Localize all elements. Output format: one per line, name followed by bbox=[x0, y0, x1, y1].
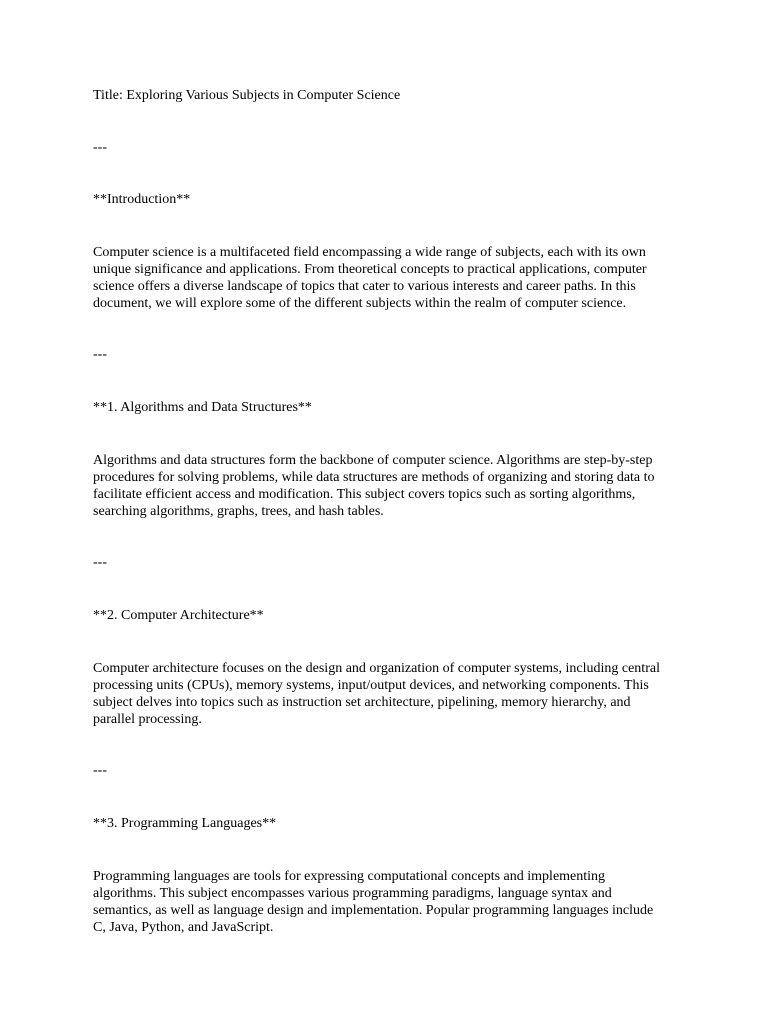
section-heading-programming-languages: **3. Programming Languages** bbox=[93, 816, 277, 831]
separator: --- bbox=[93, 140, 107, 155]
separator: --- bbox=[93, 347, 107, 362]
paragraph-line: processing units (CPUs), memory systems, input/output devices, and networking components. This bbox=[93, 678, 649, 693]
paragraph-line: parallel processing. bbox=[93, 712, 202, 727]
paragraph-line: semantics, as well as language design and implementation. Popular programming languages include bbox=[93, 903, 654, 918]
paragraph-line: document, we will explore some of the different subjects within the realm of computer science. bbox=[93, 296, 627, 311]
section-heading-architecture: **2. Computer Architecture** bbox=[93, 608, 264, 623]
paragraph-line: unique significance and applications. From theoretical concepts to practical applications, computer bbox=[93, 262, 647, 277]
separator: --- bbox=[93, 555, 107, 570]
paragraph-line: C, Java, Python, and JavaScript. bbox=[93, 920, 274, 935]
section-heading-algorithms: **1. Algorithms and Data Structures** bbox=[93, 400, 312, 415]
paragraph-line: Algorithms and data structures form the backbone of computer science. Algorithms are step-by-step bbox=[93, 453, 653, 468]
paragraph-line: subject delves into topics such as instruction set architecture, pipelining, memory hierarchy, and bbox=[93, 695, 631, 710]
document-title: Title: Exploring Various Subjects in Computer Science bbox=[93, 88, 401, 103]
paragraph-line: science offers a diverse landscape of topics that cater to various interests and career paths. In this bbox=[93, 279, 636, 294]
paragraph-line: Computer architecture focuses on the design and organization of computer systems, including central bbox=[93, 661, 660, 676]
intro-paragraph bbox=[93, 244, 693, 312]
paragraph-line: procedures for solving problems, while data structures are methods of organizing and storing data to bbox=[93, 470, 655, 485]
section-paragraph-algorithms bbox=[93, 452, 693, 520]
paragraph-line: Programming languages are tools for expressing computational concepts and implementing bbox=[93, 869, 606, 884]
paragraph-line: searching algorithms, graphs, trees, and hash tables. bbox=[93, 504, 384, 519]
separator: --- bbox=[93, 763, 107, 778]
intro-heading: **Introduction** bbox=[93, 192, 191, 207]
paragraph-line: algorithms. This subject encompasses various programming paradigms, language syntax and bbox=[93, 886, 612, 901]
section-paragraph-architecture bbox=[93, 660, 693, 728]
section-paragraph-programming-languages bbox=[93, 868, 693, 936]
paragraph-line: Computer science is a multifaceted field encompassing a wide range of subjects, each with its own bbox=[93, 245, 646, 260]
paragraph-line: facilitate efficient access and modification. This subject covers topics such as sorting algorithms, bbox=[93, 487, 636, 502]
